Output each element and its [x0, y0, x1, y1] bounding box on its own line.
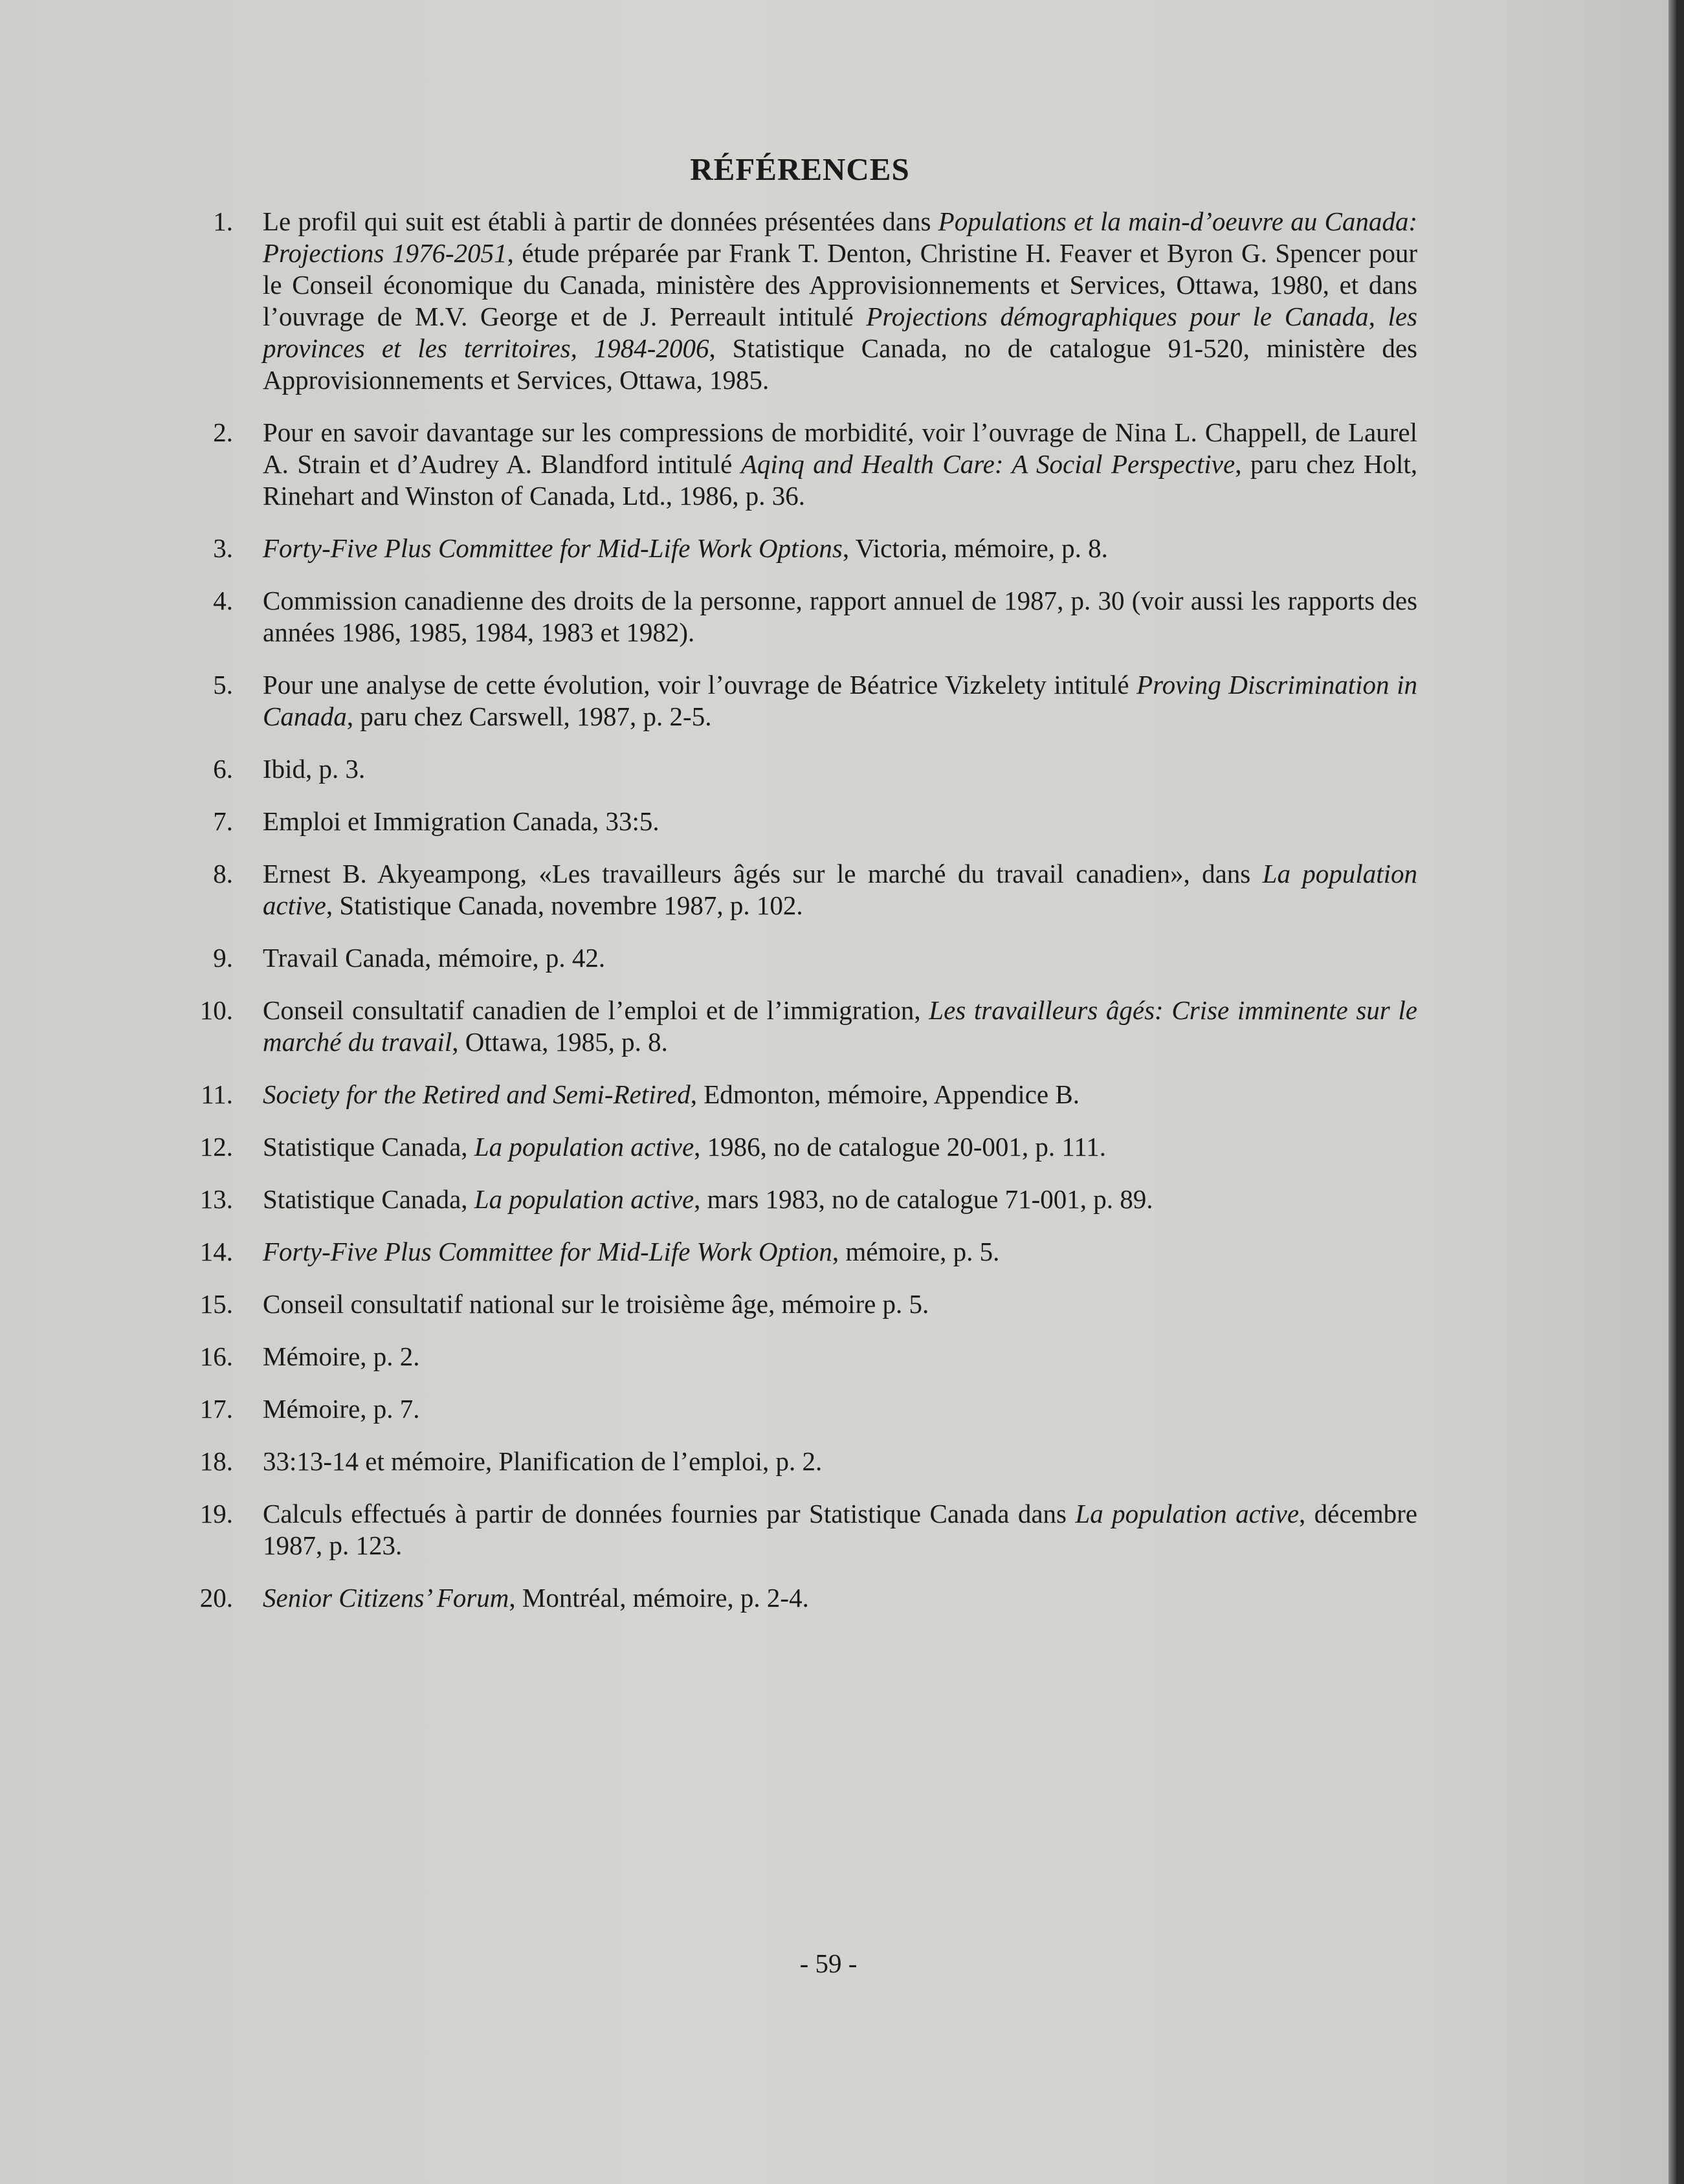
- reference-text: , Ottawa, 1985, p. 8.: [452, 1027, 668, 1057]
- reference-number: 2.: [213, 417, 233, 447]
- reference-item: [194, 1498, 1417, 1561]
- reference-text: Mémoire, p. 7.: [263, 1394, 420, 1424]
- reference-item: [194, 858, 1417, 921]
- reference-item: [194, 1341, 1417, 1373]
- reference-title: Senior Citizens’ Forum: [263, 1583, 509, 1613]
- reference-text: Ernest B. Akyeampong, «Les travailleurs âgés sur le marché du travail canadien», dans: [263, 859, 1263, 888]
- reference-text: , Edmonton, mémoire, Appendice B.: [690, 1079, 1080, 1109]
- reference-number: 20.: [199, 1583, 233, 1613]
- reference-list: [194, 206, 1417, 1614]
- reference-text: Le profil qui suit est établi à partir de données présentées dans: [263, 206, 938, 236]
- reference-item: [194, 1184, 1417, 1215]
- reference-number: 14.: [199, 1237, 233, 1266]
- reference-title: Projections démographiques pour le Canada, les provinces et les territoires, 1984-2006: [263, 302, 1417, 363]
- reference-number: 3.: [213, 533, 233, 563]
- reference-text: 33:13-14 et mémoire, Planification de l’emploi, p. 2.: [263, 1446, 823, 1476]
- reference-text: Mémoire, p. 2.: [263, 1341, 420, 1371]
- reference-title: La population active: [263, 859, 1417, 920]
- reference-item: [194, 669, 1417, 733]
- reference-number: 9.: [213, 943, 233, 973]
- reference-title: Les travailleurs âgés: Crise imminente sur le marché du travail: [263, 995, 1417, 1057]
- page-title: RÉFÉRENCES: [690, 151, 910, 187]
- reference-text: Pour une analyse de cette évolution, voir l’ouvrage de Béatrice Vizkelety intitulé: [263, 670, 1137, 700]
- reference-text: Calculs effectués à partir de données fournies par Statistique Canada dans: [263, 1499, 1076, 1528]
- reference-text: Conseil consultatif national sur le troisième âge, mémoire p. 5.: [263, 1289, 929, 1319]
- reference-number: 16.: [199, 1341, 233, 1371]
- reference-title: La population active: [1075, 1499, 1300, 1528]
- reference-number: 4.: [213, 586, 233, 615]
- reference-text: Ibid, p. 3.: [263, 754, 366, 784]
- reference-text: , mémoire, p. 5.: [832, 1237, 1000, 1266]
- reference-title: Forty-Five Plus Committee for Mid-Life Work Options: [263, 533, 843, 563]
- reference-item: [194, 1131, 1417, 1163]
- reference-title: La population active: [474, 1132, 694, 1162]
- reference-number: 18.: [199, 1446, 233, 1476]
- reference-text: Travail Canada, mémoire, p. 42.: [263, 943, 606, 973]
- reference-title: Forty-Five Plus Committee for Mid-Life Work Option: [263, 1237, 832, 1266]
- reference-item: [194, 806, 1417, 837]
- reference-item: [194, 1079, 1417, 1110]
- reference-title: Proving Discrimination in Canada: [263, 670, 1417, 731]
- reference-text: Conseil consultatif canadien de l’emploi et de l’immigration,: [263, 995, 929, 1025]
- reference-item: [194, 417, 1417, 512]
- reference-text: Commission canadienne des droits de la personne, rapport annuel de 1987, p. 30 (voir aussi les rapports des années 1986, 1985, 1984, 1983 et 1982).: [263, 586, 1417, 647]
- reference-text: , Statistique Canada, novembre 1987, p. 102.: [326, 890, 803, 920]
- reference-number: 17.: [199, 1394, 233, 1424]
- reference-number: 10.: [199, 995, 233, 1025]
- reference-text: , décembre 1987, p. 123.: [263, 1499, 1418, 1560]
- reference-item: [194, 585, 1417, 648]
- reference-text: , mars 1983, no de catalogue 71-001, p. 89.: [694, 1184, 1153, 1214]
- reference-text: Statistique Canada,: [263, 1132, 474, 1162]
- page-number: - 59 -: [799, 1948, 858, 1978]
- reference-title: La population active: [474, 1184, 694, 1214]
- reference-item: [194, 1393, 1417, 1425]
- reference-text: , paru chez Holt, Rinehart and Winston of Canada, Ltd., 1986, p. 36.: [263, 449, 1417, 511]
- reference-text: , paru chez Carswell, 1987, p. 2-5.: [346, 701, 712, 731]
- reference-item: [194, 1446, 1417, 1477]
- reference-text: , étude préparée par Frank T. Denton, Christine H. Feaver et Byron G. Spencer pour le Conseil économique du Canada, ministère des Approvisionnements et Services, Ottawa, 1980, et dans l’ouvrage de M.V. George et de J. Perreault intitulé: [263, 238, 1418, 331]
- reference-number: 8.: [213, 859, 233, 888]
- reference-item: [194, 753, 1417, 785]
- reference-item: [194, 1288, 1417, 1320]
- reference-title: Populations et la main-d’oeuvre au Canada: Projections 1976-2051: [263, 206, 1417, 268]
- reference-item: [194, 206, 1417, 396]
- reference-item: [194, 995, 1417, 1058]
- reference-text: , Victoria, mémoire, p. 8.: [842, 533, 1108, 563]
- reference-item: [194, 1236, 1417, 1268]
- reference-text: Statistique Canada,: [263, 1184, 474, 1214]
- reference-item: [194, 942, 1417, 974]
- reference-text: , Statistique Canada, no de catalogue 91-520, ministère des Approvisionnements et Services, Ottawa, 1985.: [263, 333, 1417, 395]
- reference-text: Pour en savoir davantage sur les compressions de morbidité, voir l’ouvrage de Nina L. Chappell, de Laurel A. Strain et d’Audrey A. Blandford intitulé: [263, 417, 1417, 479]
- reference-text: Emploi et Immigration Canada, 33:5.: [263, 806, 659, 836]
- page-edge: [1668, 0, 1676, 2184]
- reference-item: [194, 1582, 1417, 1614]
- reference-number: 11.: [201, 1079, 233, 1109]
- reference-number: 15.: [199, 1289, 233, 1319]
- reference-title: Aqinq and Health Care: A Social Perspective: [740, 449, 1235, 479]
- reference-number: 7.: [213, 806, 233, 836]
- reference-number: 13.: [199, 1184, 233, 1214]
- reference-number: 6.: [213, 754, 233, 784]
- reference-title: Society for the Retired and Semi-Retired: [263, 1079, 691, 1109]
- reference-text: , Montréal, mémoire, p. 2-4.: [509, 1583, 809, 1613]
- reference-number: 19.: [199, 1499, 233, 1528]
- reference-number: 1.: [213, 206, 233, 236]
- reference-text: , 1986, no de catalogue 20-001, p. 111.: [694, 1132, 1107, 1162]
- reference-number: 12.: [199, 1132, 233, 1162]
- reference-number: 5.: [213, 670, 233, 700]
- reference-item: [194, 533, 1417, 564]
